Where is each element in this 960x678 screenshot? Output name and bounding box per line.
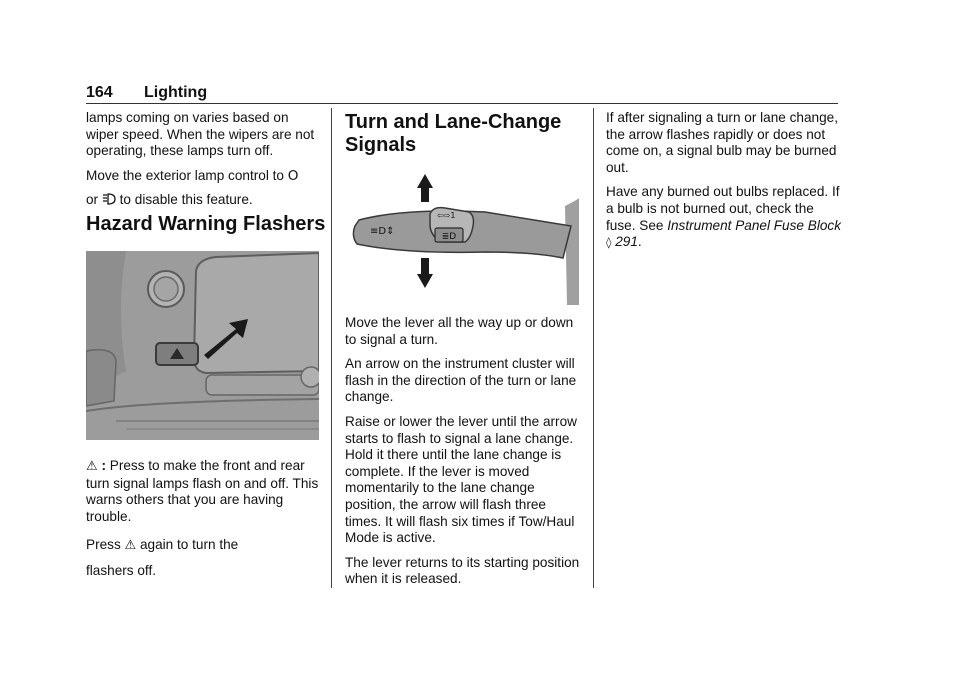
text: to disable this feature. xyxy=(119,192,253,208)
text: : xyxy=(101,458,106,473)
page-number: 164 xyxy=(86,84,113,101)
page-ref-number[interactable]: 291 xyxy=(615,234,638,250)
lamp-off-icon: O xyxy=(287,167,299,184)
hazard-illustration xyxy=(86,251,319,440)
paragraph: lamps coming on varies based on wiper speed. When the wipers are not operating, these lamps turn off. xyxy=(86,110,315,159)
text: Move the exterior lamp control to xyxy=(86,167,284,183)
paragraph: Move the lever all the way up or down to signal a turn. xyxy=(345,315,574,347)
column-1-lower xyxy=(86,458,322,588)
paragraph xyxy=(86,537,322,555)
svg-text:⇦⇨1: ⇦⇨1 xyxy=(437,211,456,220)
column-1 xyxy=(86,110,322,217)
turn-lever-figure xyxy=(345,170,579,305)
text: again to turn the xyxy=(139,537,239,553)
paragraph xyxy=(86,168,322,185)
hazard-icon: ⚠ xyxy=(124,538,137,554)
auto-lamp-icon xyxy=(102,193,116,205)
svg-text:≡D⇕: ≡D⇕ xyxy=(370,226,395,237)
page-header xyxy=(86,84,838,104)
page-ref-icon: ◊ xyxy=(606,236,612,250)
text: . xyxy=(637,234,642,250)
hazard-button-figure xyxy=(86,251,319,440)
header-rule xyxy=(86,103,838,104)
fuse-block-link[interactable]: Instrument Panel Fuse Block xyxy=(667,217,841,233)
column-2-body xyxy=(345,315,581,596)
paragraph: flashers off. xyxy=(86,562,157,578)
column-divider-1 xyxy=(331,108,332,588)
section-title: Lighting xyxy=(144,84,208,101)
paragraph: If after signaling a turn or lane change, the arrow flashes rapidly or does not come on, a signal bulb may be burned out. xyxy=(606,110,838,175)
text: Press to make the front and rear turn signal lamps flash on and off. This warns others that you are having trouble. xyxy=(86,458,319,524)
text: Have any burned out bulbs replaced. If a bulb is not burned out, check the fuse. See xyxy=(606,184,840,233)
hazard-heading: Hazard Warning Flashers xyxy=(86,213,326,235)
paragraph xyxy=(606,184,842,251)
paragraph: Raise or lower the lever until the arrow starts to flash to signal a lane change. Hold it there until the lane change is complete. If the lever is moved momentarily to the lane change position, the arrow will flash three times. It will flash six times if Tow/Haul Mode is active. xyxy=(345,413,577,546)
column-divider-2 xyxy=(593,108,594,588)
paragraph: The lever returns to its starting position when it is released. xyxy=(345,554,580,587)
text: or xyxy=(86,192,99,208)
paragraph xyxy=(86,458,322,525)
turn-lever-illustration xyxy=(345,170,579,305)
column-3 xyxy=(606,110,842,260)
hazard-icon: ⚠ xyxy=(86,459,98,474)
svg-text:≣D: ≣D xyxy=(441,232,457,242)
text: Press xyxy=(86,537,121,553)
turn-signal-heading: Turn and Lane-Change Signals xyxy=(345,111,562,156)
paragraph: An arrow on the instrument cluster will flash in the direction of the turn or lane change. xyxy=(345,356,577,405)
paragraph xyxy=(86,192,322,209)
